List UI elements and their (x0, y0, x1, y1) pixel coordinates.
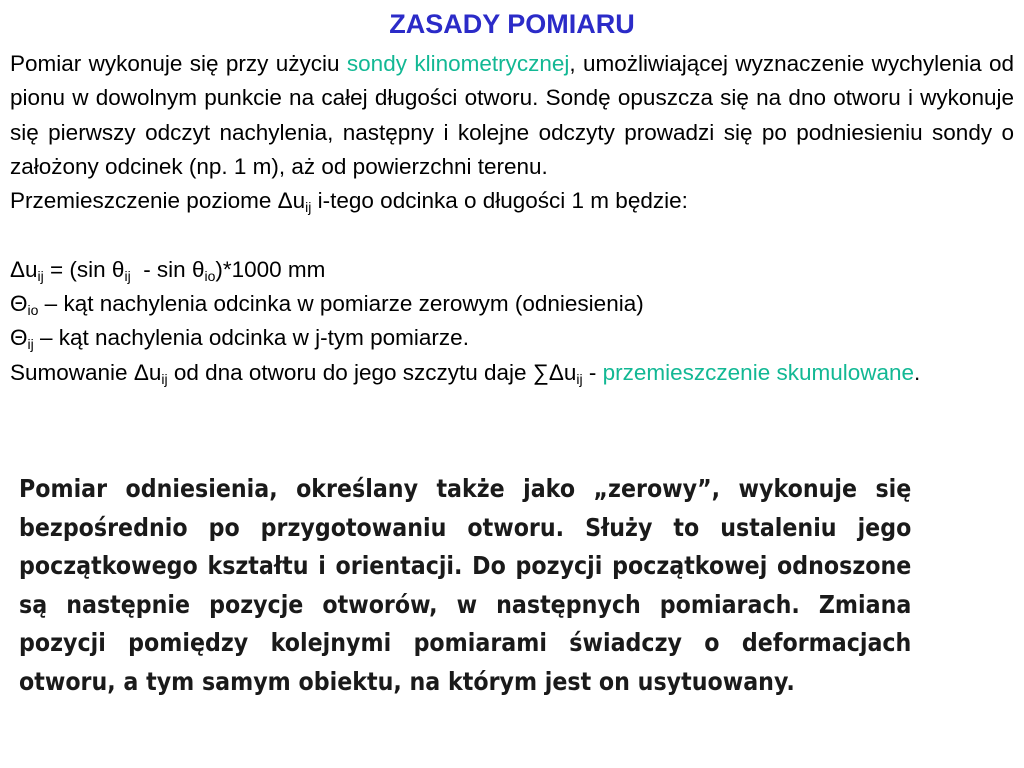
sum-paragraph (10, 356, 1014, 390)
sum-end: . (914, 359, 921, 385)
subscript: ij (161, 370, 168, 387)
reference-measurement-text: Pomiar odniesienia, określany także jako „zerowy”, wykonuje się bezpośrednio po przygotowaniu otworu. Służy to ustaleniu jego początkowego kształtu i orientacji. Do pozycji początkowej odnoszone są następnie pozycje otworów, w następnych pomiarach. Zmiana pozycji pomiędzy kolejnymi pomiarami świadczy o deformacjach otworu, a tym samym obiektu, na którym jest on usytuowany. (19, 474, 912, 696)
definition-zero (10, 287, 1014, 321)
sum-text: od dna otworu do jego szczytu daje ∑Δu (167, 359, 577, 385)
spacer (10, 218, 1014, 252)
subscript: io (204, 267, 216, 284)
intro-text-start: Pomiar wykonuje się przy użyciu (10, 51, 347, 76)
formula-part: = (sin θ (43, 256, 125, 282)
definition-j (10, 321, 1014, 355)
intro-paragraph (10, 47, 1014, 184)
displacement-paragraph (10, 184, 1014, 218)
cumulative-highlight: przemieszczenie skumulowane (602, 359, 915, 385)
theta-symbol: Θ (10, 325, 28, 351)
displacement-text-end: i-tego odcinka o długości 1 m będzie: (311, 188, 688, 214)
formula-part: Δu (10, 256, 38, 282)
slide-title: ZASADY POMIARU (389, 9, 635, 39)
formula-part: - sin θ (130, 256, 205, 282)
subscript: ij (305, 199, 312, 216)
formula (10, 253, 1014, 287)
theta-symbol: Θ (10, 291, 28, 317)
subscript: ij (124, 267, 131, 284)
definition-text: – kąt nachylenia odcinka w j-tym pomiarze. (33, 325, 469, 351)
formula-part: )*1000 mm (215, 256, 326, 282)
probe-highlight: sondy klinometrycznej (346, 51, 570, 76)
intro-text-end: , umożliwiającej wyznaczenie wychylenia od pionu w dowolnym punkcie na całej długości otworu. Sondę opuszcza się na dno otworu i wykonuje się pierwszy odczyt nachylenia, następny i kolejne odczyty prowadzi się po podniesieniu sondy o założony odcinek (np. 1 m), aż od powierzchni terenu. (10, 51, 1015, 179)
subscript: ij (27, 336, 34, 353)
slide-body (10, 47, 1014, 390)
sum-text: Sumowanie Δu (10, 359, 162, 385)
sum-text: - (582, 359, 603, 385)
subscript: io (27, 302, 39, 319)
displacement-text: Przemieszczenie poziome Δu (10, 188, 306, 214)
subscript: ij (576, 370, 583, 387)
subscript: ij (37, 267, 44, 284)
definition-text: – kąt nachylenia odcinka w pomiarze zerowym (odniesienia) (38, 291, 644, 317)
